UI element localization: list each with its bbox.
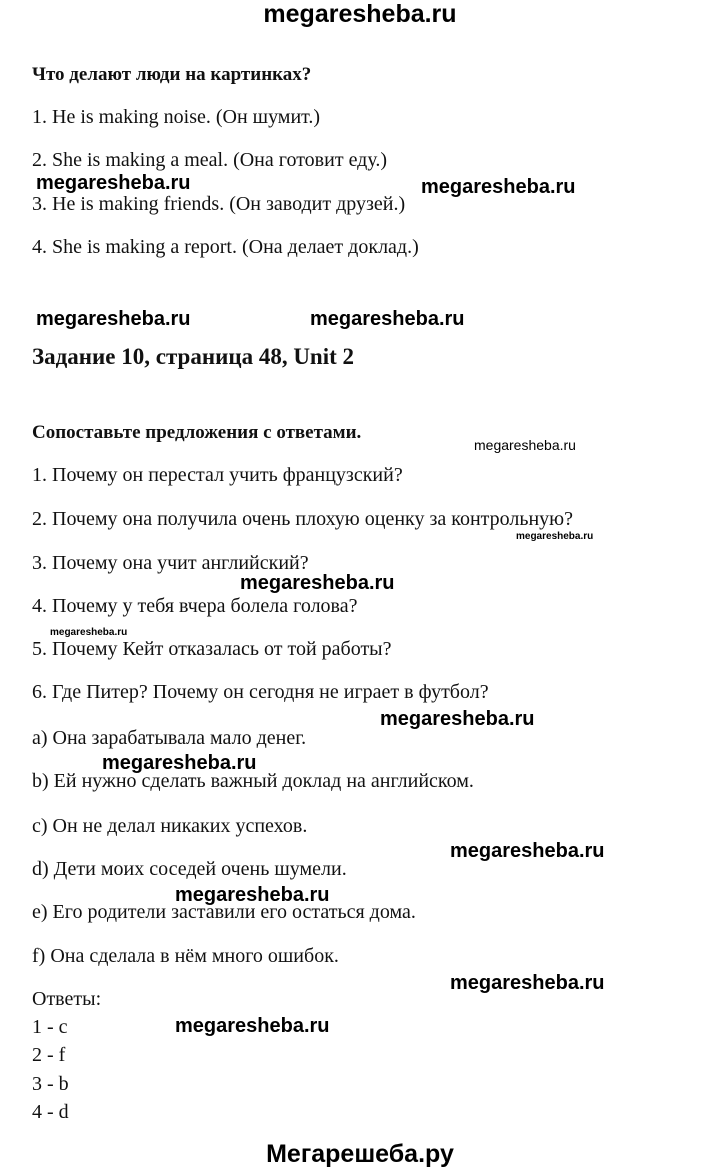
watermark: megaresheba.ru — [310, 308, 465, 330]
watermark: megaresheba.ru — [450, 840, 605, 862]
watermark: megaresheba.ru — [240, 572, 395, 594]
watermark: megaresheba.ru — [175, 884, 330, 906]
question-item: 1. Почему он перестал учить французский? — [32, 464, 403, 486]
answer-item: 1 - c — [32, 1016, 68, 1038]
option-item: e) Его родители заставили его остаться дома. — [32, 901, 416, 923]
site-header-title: megaresheba.ru — [263, 0, 457, 28]
section-heading: Сопоставьте предложения с ответами. — [32, 422, 362, 443]
list-item: 4. She is making a report. (Она делает доклад.) — [32, 236, 419, 258]
watermark: megaresheba.ru — [421, 176, 576, 198]
answer-item: 3 - b — [32, 1073, 69, 1095]
section-heading: Что делают люди на картинках? — [32, 64, 312, 85]
list-item: 2. She is making a meal. (Она готовит еду.) — [32, 149, 388, 171]
watermark: megaresheba.ru — [102, 752, 257, 774]
option-item: a) Она зарабатывала мало денег. — [32, 727, 307, 749]
answers-label: Ответы: — [32, 988, 102, 1010]
site-footer-title: Мегарешеба.ру — [266, 1140, 454, 1168]
answer-item: 2 - f — [32, 1044, 66, 1066]
option-item: d) Дети моих соседей очень шумели. — [32, 858, 347, 880]
question-item: 2. Почему она получила очень плохую оценку за контрольную? — [32, 508, 573, 530]
question-item: 5. Почему Кейт отказалась от той работы? — [32, 638, 392, 660]
watermark: megaresheba.ru — [380, 708, 535, 730]
list-item: 1. He is making noise. (Он шумит.) — [32, 106, 321, 128]
option-item: b) Ей нужно сделать важный доклад на английском. — [32, 770, 474, 792]
watermark: megaresheba.ru — [36, 308, 191, 330]
watermark: megaresheba.ru — [474, 437, 576, 453]
option-item: f) Она сделала в нём много ошибок. — [32, 945, 339, 967]
watermark: megaresheba.ru — [175, 1015, 330, 1037]
watermark: megaresheba.ru — [50, 627, 128, 638]
task-title: Задание 10, страница 48, Unit 2 — [32, 344, 355, 369]
watermark: megaresheba.ru — [36, 172, 191, 194]
watermark: megaresheba.ru — [516, 531, 594, 542]
answer-item: 4 - d — [32, 1101, 69, 1123]
option-item: c) Он не делал никаких успехов. — [32, 815, 308, 837]
question-item: 4. Почему у тебя вчера болела голова? — [32, 595, 358, 617]
watermark: megaresheba.ru — [450, 972, 605, 994]
question-item: 6. Где Питер? Почему он сегодня не играет в футбол? — [32, 681, 489, 703]
list-item: 3. He is making friends. (Он заводит друзей.) — [32, 193, 406, 215]
question-item: 3. Почему она учит английский? — [32, 552, 309, 574]
